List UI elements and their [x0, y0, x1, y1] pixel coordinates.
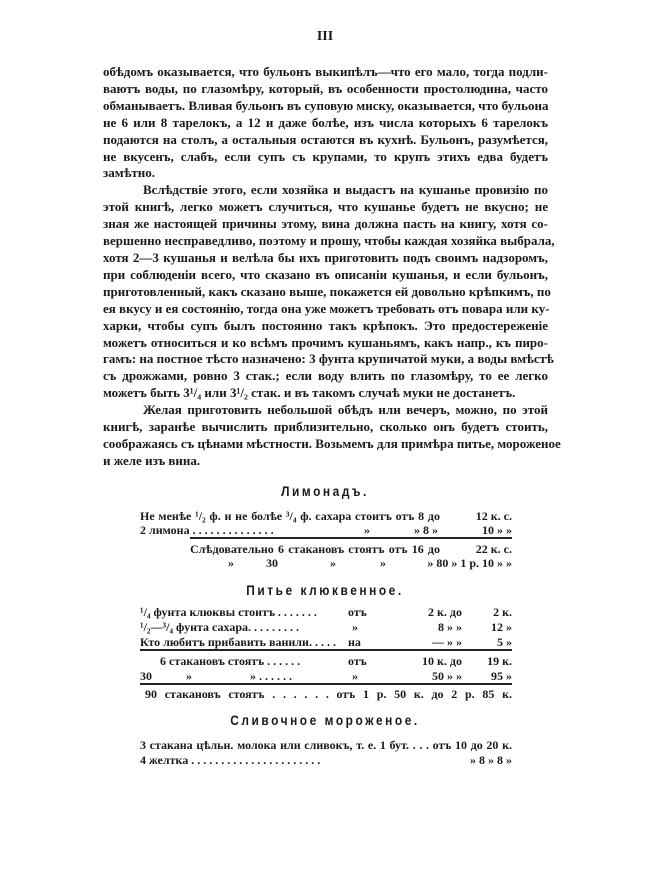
lemonade-row-4-ditto: » [228, 556, 234, 570]
text-line: этой книгѣ, легко можетъ случиться, что кушанье будетъ не вкусно; не [103, 199, 548, 215]
cranberry-row-1-prep: отъ [348, 605, 367, 619]
text-line: не 6 или 8 тарелокъ, а 12 и даже болѣе, изъ числа которыхъ 6 тарелокъ [103, 114, 548, 130]
paragraph-2 [103, 182, 555, 402]
text-line: харки, чтобы супъ былъ постоянно такъ крѣпокъ. Это предостереженіе [103, 317, 548, 333]
cranberry-row-2-prep: » [352, 620, 358, 634]
text-line: соображаясь съ цѣнами мѣстности. Возьмемъ для примѣра питье, мороженое [103, 435, 561, 451]
cranberry-row-2-to: 12 » [491, 620, 512, 634]
cranberry-row-5-ditto: » . . . . . . [250, 669, 292, 683]
rule [190, 537, 512, 539]
text-line: Желая приготовить небольшой обѣдъ или вечеръ, можно, по этой [143, 402, 548, 418]
cranberry-row-4-from: 10 к. до [422, 654, 462, 668]
lemonade-row-4-qty: 30 [266, 556, 278, 570]
ice-cream-row-1: 3 стакана цѣльн. молока или сливокъ, т. е. 1 бут. . . . отъ 10 до 20 к. [140, 738, 512, 752]
lemonade-row-1-label: Не менѣе ¹/₂ ф. и не болѣе ³/₄ ф. сахара стоитъ отъ 8 до [140, 509, 440, 523]
lemonade-heading: Лимонадъ. [281, 483, 369, 499]
rule [140, 683, 512, 685]
text-line: замѣтно. [103, 165, 156, 181]
text-line: Вслѣдствіе этого, если хозяйка и выдастъ на кушанье провизію по [143, 182, 548, 198]
lemonade-row-4-price: » 80 » 1 р. 10 » » [427, 556, 512, 570]
cranberry-row-3-from: — » » [432, 635, 462, 649]
text-line: зная же настоящей причины этому, вина должна пасть на книгу, хотя со- [103, 216, 548, 232]
cranberry-row-5-from: 50 » » [432, 669, 462, 683]
ice-cream-heading: Сливочное мороженое. [230, 712, 420, 728]
cranberry-row-3-to: 5 » [497, 635, 512, 649]
cranberry-row-5-qty: 30 [140, 669, 152, 683]
cranberry-row-3-prep: на [348, 635, 361, 649]
ice-cream-row-2-price: » 8 » 8 » [470, 753, 512, 767]
cranberry-row-5-ditto: » [186, 669, 192, 683]
lemonade-row-3-price: 22 к. с. [475, 542, 512, 556]
lemonade-row-1-price: 12 к. с. [475, 509, 512, 523]
text-line: хотя 2—3 кушанья и велѣла бы ихъ приготовить подъ своимъ надзоромъ, [103, 249, 548, 265]
text-line: подаются на столъ, а остальныя остаются въ кухнѣ. Бульонъ, разумѣется, [103, 131, 548, 147]
text-line: можетъ быть 3¹/₄ или 3¹/₂ стак. и въ такомъ случаѣ муки не достанетъ. [103, 385, 516, 401]
cranberry-row-4-label: 6 стакановъ стоятъ . . . . . . [160, 654, 301, 668]
paragraph-1 [103, 64, 548, 182]
lemonade-row-4-ditto: » [330, 556, 336, 570]
text-line: при соблюденіи всего, что сказано въ описаніи кушанья, и если бульонъ, [103, 266, 548, 282]
cranberry-row-5-to: 95 » [491, 669, 512, 683]
ice-cream-row-2-label: 4 желтка . . . . . . . . . . . . . . . . . . . . . . [140, 753, 321, 767]
cranberry-row-3-label: Кто любитъ прибавить ванили. . . . . [140, 635, 336, 649]
lemonade-row-3-label: Слѣдовательно 6 стакановъ стоятъ отъ 16 до [190, 542, 440, 556]
page-number: III [316, 29, 334, 44]
text-line: обѣдомъ оказывается, что бульонъ выкипѣлъ—что его мало, тогда подли- [103, 64, 548, 79]
lemonade-row-2-from: » 8 » [414, 523, 438, 537]
cranberry-row-5-prep: » [352, 669, 358, 683]
text-line: ваютъ воды, по глазомѣру, который, въ особенности простолюдина, часто [103, 80, 548, 96]
lemonade-row-2-ditto: » [364, 523, 370, 537]
cranberry-row-4-to: 19 к. [487, 654, 512, 668]
text-line: обманываетъ. Вливая бульонъ въ суповую миску, оказывается, что бульона [103, 97, 549, 113]
text-line: не вкусенъ, слабъ, если супъ съ крупами, то крупъ этихъ едва будетъ [103, 148, 548, 164]
cranberry-row-2-from: 8 » » [438, 620, 462, 634]
paragraph-3 [103, 402, 561, 470]
text-line: приготовленный, какъ сказано выше, покажется ей довольно крѣпкимъ, по [103, 283, 551, 299]
body-text [103, 64, 561, 470]
lemonade-row-2-price: 10 » » [482, 523, 512, 537]
text-line: книгѣ, заранѣе вычислить приблизительно, сколько онъ будетъ стоить, [103, 419, 548, 435]
text-line: и желе изъ вина. [103, 452, 201, 468]
lemonade-row-2-label: 2 лимона . . . . . . . . . . . . . . [140, 523, 274, 537]
text-line: гамъ: на постное тѣсто назначено: 3 фунта крупичатой муки, а воды вмѣстѣ [103, 351, 554, 367]
cranberry-total: 90 стакановъ стоятъ . . . . . . отъ 1 р. 50 к. до 2 р. 85 к. [145, 687, 512, 701]
rule [140, 649, 512, 651]
cranberry-row-1-label: ¹/₄ фунта клюквы стоитъ . . . . . . . [140, 605, 317, 619]
cranberry-row-4-prep: отъ [348, 654, 367, 668]
text-line: вершенно несправедливо, поэтому и прошу, чтобы каждая хозяйка выбрала, [103, 233, 555, 249]
text-line: можетъ относиться и ко всѣмъ прочимъ кушаньямъ, какъ напр., къ пиро- [103, 334, 548, 350]
cranberry-row-1-to: 2 к. [493, 605, 512, 619]
cranberry-heading: Питье клюквенное. [246, 582, 404, 598]
text-line: ея вкусу и ея состоянію, тогда она уже можетъ требовать отъ повара или ку- [103, 300, 550, 316]
lemonade-row-4-ditto: » [380, 556, 386, 570]
text-line: съ дрожжами, ровно 3 стак.; если воду влить по глазомѣру, то ее легко [103, 368, 548, 384]
cranberry-row-1-from: 2 к. до [428, 605, 462, 619]
cranberry-row-2-label: ¹/₂—³/₄ фунта сахара. . . . . . . . . [140, 620, 300, 634]
